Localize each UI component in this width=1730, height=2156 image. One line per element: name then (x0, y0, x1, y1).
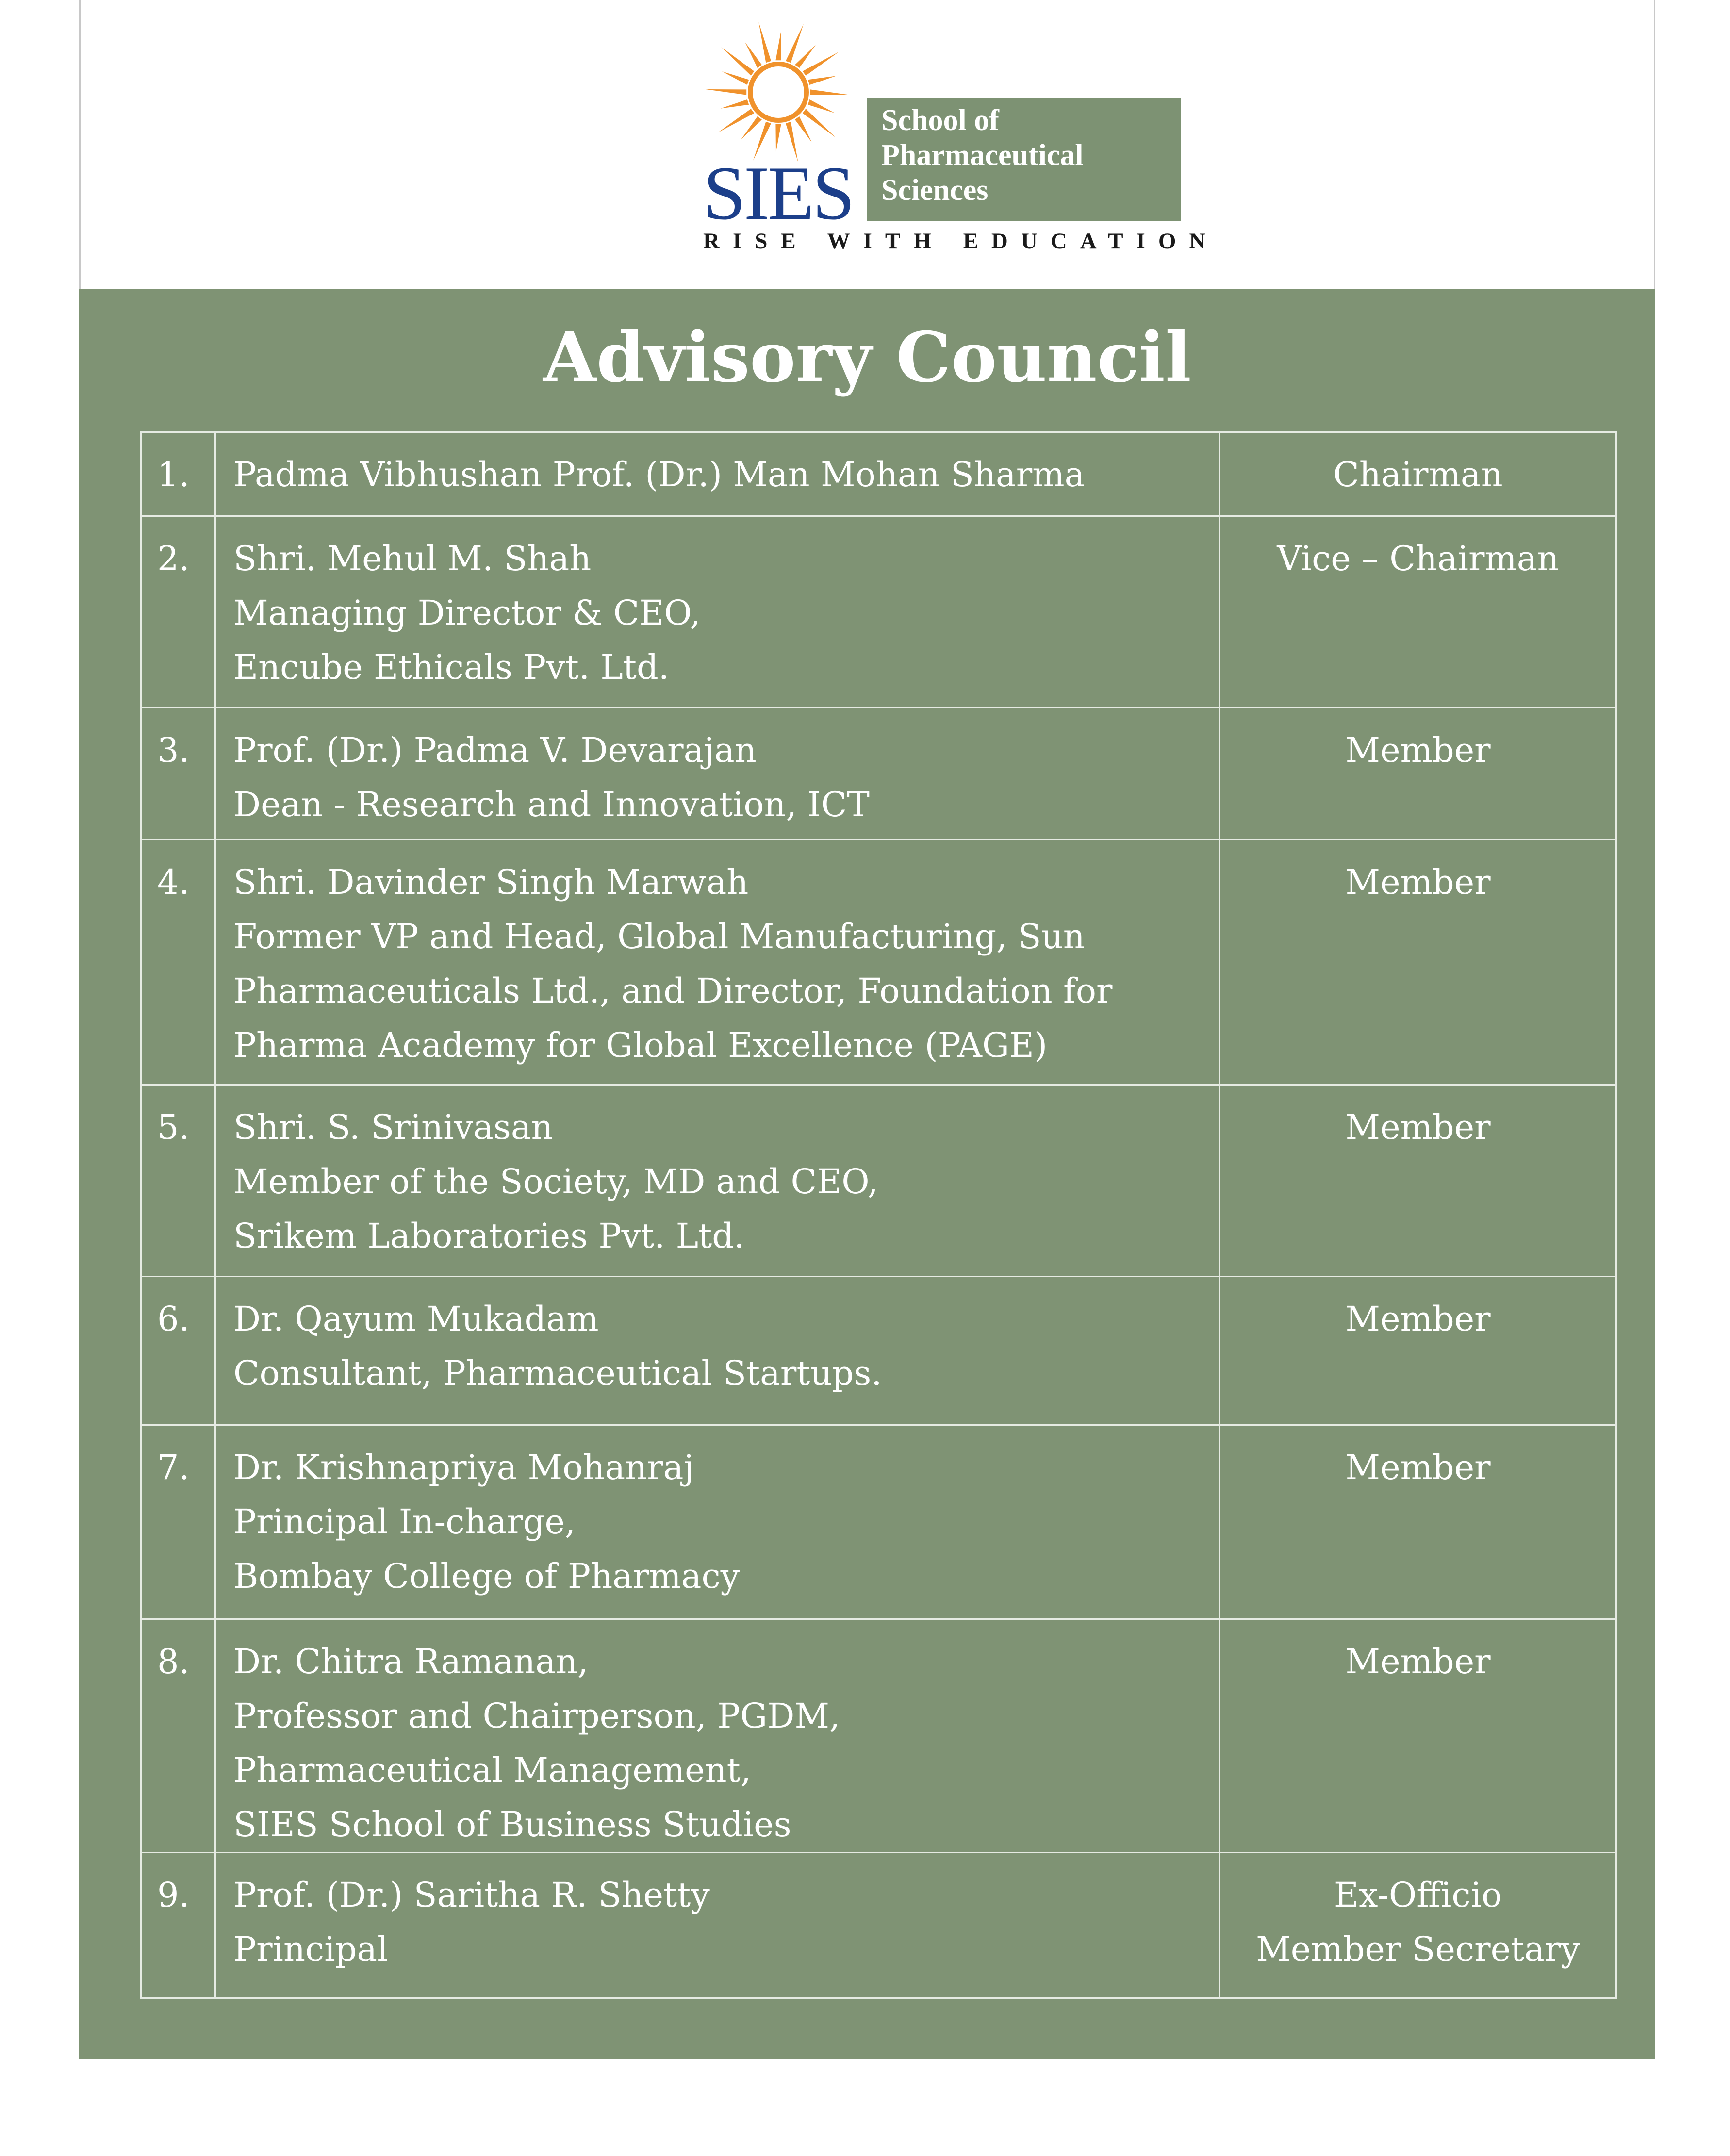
role-label: Member Secretary (1256, 1929, 1580, 1969)
school-name-line: Sciences (881, 174, 989, 207)
member-designation: Dean - Research and Innovation, ICT (233, 785, 870, 824)
table-row (141, 516, 1616, 708)
member-details (215, 708, 1220, 840)
role-label: Member (1345, 862, 1491, 902)
member-number: 2. (141, 516, 215, 708)
member-designation: Pharmaceuticals Ltd., and Director, Foundation for (233, 971, 1113, 1011)
member-role (1220, 516, 1616, 708)
member-details (215, 432, 1220, 516)
member-details (215, 1085, 1220, 1277)
member-number: 4. (141, 840, 215, 1085)
member-number: 7. (141, 1425, 215, 1619)
member-role (1220, 432, 1616, 516)
member-role (1220, 1277, 1616, 1425)
member-role (1220, 1425, 1616, 1619)
sun-logo-icon (701, 15, 856, 170)
member-designation: Bombay College of Pharmacy (233, 1556, 740, 1596)
role-label: Member (1345, 1107, 1491, 1147)
member-number: 6. (141, 1277, 215, 1425)
member-number: 9. (141, 1853, 215, 1998)
member-designation: Managing Director & CEO, (233, 593, 701, 633)
role-label: Vice – Chairman (1277, 539, 1559, 578)
member-name: Shri. S. Srinivasan (233, 1107, 553, 1147)
role-label: Ex-Officio (1334, 1875, 1502, 1915)
member-designation: Principal In-charge, (233, 1502, 576, 1542)
member-number: 3. (141, 708, 215, 840)
member-details (215, 840, 1220, 1085)
member-details (215, 1425, 1220, 1619)
member-designation: SIES School of Business Studies (233, 1805, 791, 1844)
member-designation: Professor and Chairperson, PGDM, (233, 1696, 840, 1736)
table-row (141, 708, 1616, 840)
member-number: 8. (141, 1619, 215, 1853)
member-details (215, 1277, 1220, 1425)
council-table (140, 431, 1617, 1999)
role-label: Member (1345, 1448, 1491, 1487)
member-designation: Consultant, Pharmaceutical Startups. (233, 1353, 882, 1393)
page-title: Advisory Council (543, 317, 1191, 398)
brand-name: SIES (703, 151, 853, 236)
role-label: Member (1345, 1299, 1491, 1339)
member-name: Prof. (Dr.) Padma V. Devarajan (233, 730, 757, 770)
member-name: Shri. Mehul M. Shah (233, 539, 592, 578)
member-details (215, 1853, 1220, 1998)
member-role (1220, 1853, 1616, 1998)
member-details (215, 516, 1220, 708)
member-role (1220, 840, 1616, 1085)
table-row (141, 1853, 1616, 1998)
member-role (1220, 1085, 1616, 1277)
member-name: Dr. Qayum Mukadam (233, 1299, 599, 1339)
school-name-box (867, 98, 1181, 221)
table-row (141, 1619, 1616, 1853)
member-name: Padma Vibhushan Prof. (Dr.) Man Mohan Sharma (233, 455, 1085, 494)
school-name-line: Pharmaceutical (881, 139, 1084, 172)
member-number: 1. (141, 432, 215, 516)
advisory-council-panel (79, 289, 1655, 2059)
member-designation: Pharma Academy for Global Excellence (PAGE) (233, 1025, 1048, 1065)
member-designation: Pharmaceutical Management, (233, 1750, 752, 1790)
table-row (141, 1085, 1616, 1277)
member-designation: Principal (233, 1929, 388, 1969)
table-row (141, 1425, 1616, 1619)
member-role (1220, 1619, 1616, 1853)
member-number: 5. (141, 1085, 215, 1277)
member-role (1220, 708, 1616, 840)
school-name-line: School of (881, 104, 999, 137)
member-name: Dr. Chitra Ramanan, (233, 1642, 589, 1681)
member-details (215, 1619, 1220, 1853)
member-designation: Srikem Laboratories Pvt. Ltd. (233, 1216, 745, 1256)
role-label: Member (1345, 730, 1491, 770)
table-row (141, 840, 1616, 1085)
member-designation: Encube Ethicals Pvt. Ltd. (233, 647, 670, 687)
member-name: Dr. Krishnapriya Mohanraj (233, 1448, 694, 1487)
member-name: Prof. (Dr.) Saritha R. Shetty (233, 1875, 710, 1915)
header (81, 0, 1654, 289)
member-designation: Member of the Society, MD and CEO, (233, 1162, 878, 1201)
tagline: RISE WITH EDUCATION (703, 229, 1219, 254)
role-label: Member (1345, 1642, 1491, 1681)
role-label: Chairman (1333, 455, 1503, 494)
table-row (141, 1277, 1616, 1425)
member-name: Shri. Davinder Singh Marwah (233, 862, 749, 902)
table-row (141, 432, 1616, 516)
member-designation: Former VP and Head, Global Manufacturing, Sun (233, 917, 1085, 956)
